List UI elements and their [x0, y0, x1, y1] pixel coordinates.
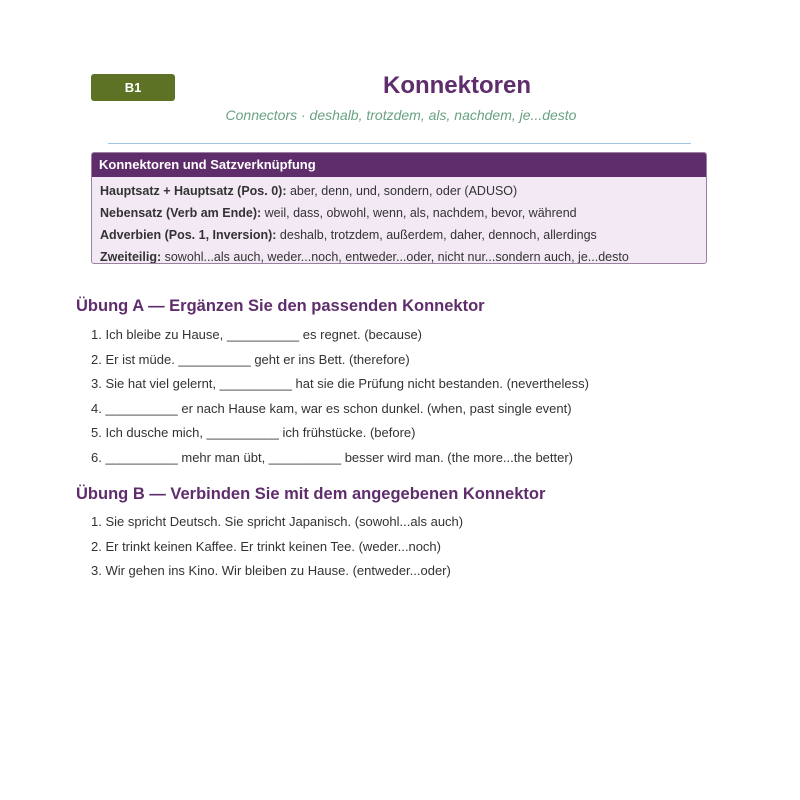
grammar-row-text: weil, dass, obwohl, wenn, als, nachdem, bevor, während [261, 206, 577, 220]
page-title: Konnektoren [382, 72, 531, 99]
exercise-item: 1. Sie spricht Deutsch. Sie spricht Japanisch. (sowohl...als auch) [91, 514, 464, 529]
grammar-row [100, 202, 706, 224]
grammar-row-label: Zweiteilig: [100, 250, 162, 264]
divider-line [108, 143, 691, 144]
grammar-row [100, 224, 706, 246]
grammar-row-text: deshalb, trotzdem, außerdem, daher, dennoch, allerdings [276, 228, 597, 242]
grammar-box [91, 152, 707, 264]
grammar-box-rows [92, 177, 706, 264]
grammar-row [100, 180, 706, 202]
page-subtitle: Connectors · deshalb, trotzdem, als, nachdem, je...desto [225, 107, 577, 123]
exercise-item: 2. Er trinkt keinen Kaffee. Er trinkt keinen Tee. (weder...noch) [91, 538, 441, 554]
exercise-item: 6. __________ mehr man übt, __________ besser wird man. (the more...the better) [91, 449, 574, 465]
grammar-row [100, 246, 706, 264]
grammar-row-text: sowohl...als auch, weder...noch, entweder...oder, nicht nur...sondern auch, je...desto [161, 250, 629, 264]
grammar-row-text: aber, denn, und, sondern, oder (ADUSO) [286, 184, 518, 198]
exercise-b-list [91, 510, 463, 584]
exercise-b-heading: Übung B — Verbinden Sie mit dem angegebenen Konnektor [76, 485, 546, 503]
exercise-item: 4. __________ er nach Hause kam, war es schon dunkel. (when, past single event) [91, 400, 572, 416]
grammar-row-label: Adverbien (Pos. 1, Inversion): [100, 228, 277, 242]
exercise-item: 3. Sie hat viel gelernt, __________ hat sie die Prüfung nicht bestanden. (nevertheless) [91, 376, 589, 391]
exercise-item: 5. Ich dusche mich, __________ ich frühstücke. (before) [91, 425, 416, 440]
level-badge: B1 [91, 74, 175, 101]
grammar-box-heading: Konnektoren und Satzverknüpfung [92, 153, 706, 177]
grammar-row-label: Hauptsatz + Hauptsatz (Pos. 0): [100, 184, 287, 198]
exercise-item: 3. Wir gehen ins Kino. Wir bleiben zu Hause. (entweder...oder) [91, 563, 451, 578]
exercise-item: 2. Er ist müde. __________ geht er ins Bett. (therefore) [91, 351, 410, 367]
exercise-a-heading: Übung A — Ergänzen Sie den passenden Konnektor [76, 297, 485, 315]
exercise-a-list [91, 323, 589, 470]
exercise-item: 1. Ich bleibe zu Hause, __________ es regnet. (because) [91, 327, 423, 342]
grammar-row-label: Nebensatz (Verb am Ende): [100, 206, 262, 220]
